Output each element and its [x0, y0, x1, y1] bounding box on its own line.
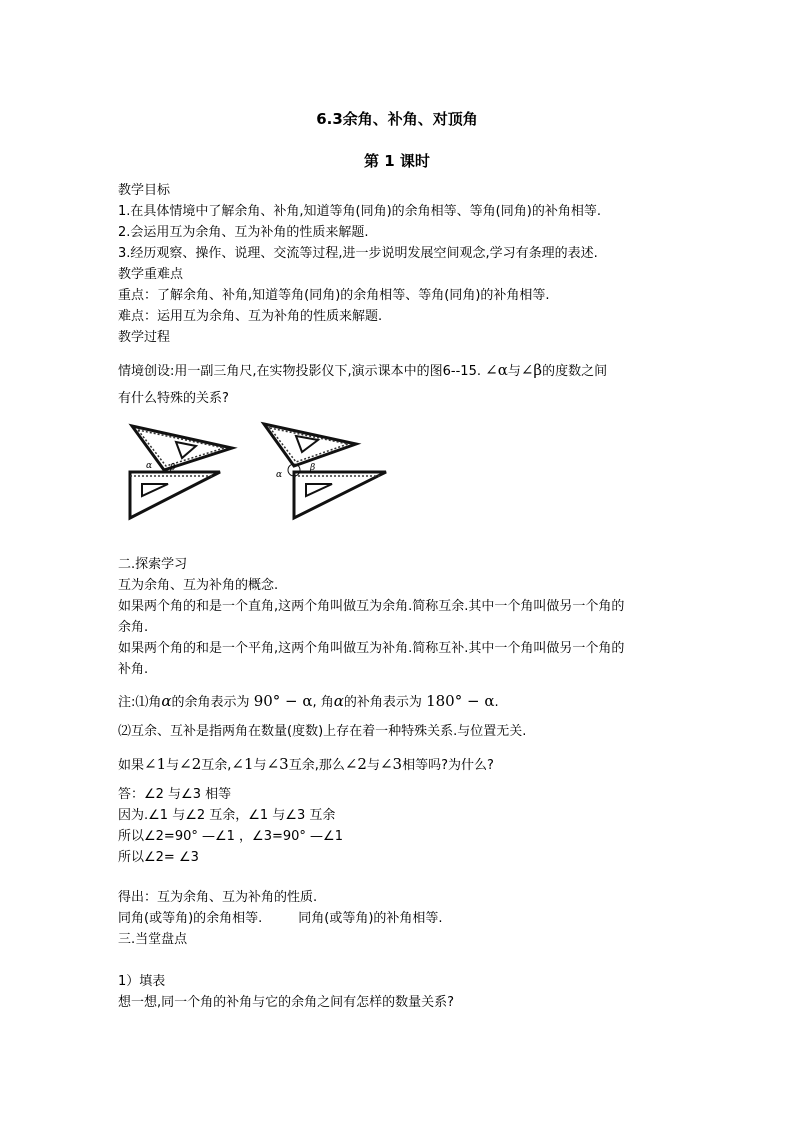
complement-definition-1: 如果两个角的和是一个直角,这两个角叫做互为余角.简称互余.其中一个角叫做另一个角的 — [118, 599, 625, 614]
scenario-line — [118, 362, 607, 380]
note1-complement-expression: 90° − α — [253, 692, 313, 710]
scenario-line-2: 有什么特殊的关系? — [118, 391, 229, 406]
note-1 — [118, 693, 499, 711]
answer-line-2: 因为.∠1 与∠2 互余，∠1 与∠3 互余 — [118, 808, 336, 823]
question-a: 如果 — [118, 758, 145, 773]
lesson-title: 6.3余角、补角、对顶角 — [316, 110, 478, 128]
conclusion-line — [118, 910, 443, 927]
conclusion-supplement: 同角(或等角)的补角相等. — [298, 911, 443, 926]
note1-part-e: . — [494, 695, 499, 710]
left-triangle-pair — [130, 426, 232, 518]
answer-line-3: 所以∠2=90° —∠1 ，∠3=90° —∠1 — [118, 829, 343, 844]
supplement-definition-1: 如果两个角的和是一个平角,这两个角叫做互为补角.简称互补.其中一个角叫做另一个角的 — [118, 641, 625, 656]
process-heading: 教学过程 — [118, 330, 171, 345]
note1-part-a: 注:⑴角 — [118, 695, 162, 710]
difficulty-line: 难点：运用互为余角、互为补角的性质来解题. — [118, 309, 383, 324]
keypoint-line: 重点：了解余角、补角,知道等角(同角)的余角相等、等角(同角)的补角相等. — [118, 288, 550, 303]
question-b: 与 — [166, 758, 180, 773]
label-beta-right: β — [310, 463, 316, 473]
question-c: 互余, — [201, 758, 232, 773]
note1-supplement-expression: 180° − α — [426, 692, 495, 710]
supplement-definition-2: 补角. — [118, 662, 149, 677]
angle-beta: ∠β — [520, 361, 543, 379]
concept-heading: 互为余角、互为补角的概念. — [118, 578, 279, 593]
question-f: 与 — [366, 758, 380, 773]
keypoints-heading: 教学重难点 — [118, 267, 184, 282]
objective-2: 2.会运用互为余角、互为补角的性质来解题. — [118, 225, 369, 240]
right-triangle-pair — [264, 424, 386, 518]
think-question: 想一想,同一个角的补角与它的余角之间有怎样的数量关系? — [118, 995, 455, 1010]
scenario-prefix: 情境创设:用一副三角尺,在实物投影仪下,演示课本中的图6--15. — [118, 364, 481, 379]
complement-definition-2: 余角. — [118, 620, 149, 635]
note1-alpha-2: α — [333, 692, 344, 710]
question-g: 相等吗?为什么? — [402, 758, 494, 773]
scenario-suffix: 的度数之间 — [542, 364, 608, 379]
angle-alpha: ∠α — [485, 361, 508, 379]
objective-1: 1.在具体情境中了解余角、补角,知道等角(同角)的余角相等、等角(同角)的补角相等. — [118, 204, 601, 219]
question-d: 与 — [253, 758, 267, 773]
objectives-heading: 教学目标 — [118, 183, 171, 198]
conclusion-complement: 同角(或等角)的余角相等. — [118, 911, 263, 926]
question-angle-3b: ∠3 — [379, 755, 403, 773]
note1-part-b: 的余角表示为 — [171, 695, 250, 710]
note-2: ⑵互余、互补是指两角在数量(度数)上存在着一种特殊关系.与位置无关. — [118, 724, 527, 739]
section2-heading: 二.探索学习 — [118, 557, 188, 572]
question-e: 互余,那么 — [288, 758, 345, 773]
question-angle-1: ∠1 — [144, 755, 167, 773]
label-beta-left: β — [170, 463, 176, 473]
label-alpha-right: α — [276, 470, 283, 480]
question-angle-3: ∠3 — [266, 755, 289, 773]
scenario-with: 与 — [507, 364, 521, 379]
lesson-subtitle: 第 1 课时 — [364, 152, 430, 170]
question-angle-1b: ∠1 — [231, 755, 254, 773]
fill-table-item: 1）填表 — [118, 974, 166, 989]
conclusion-heading: 得出：互为余角、互为补角的性质. — [118, 890, 318, 905]
answer-line-1: 答：∠2 与∠3 相等 — [118, 787, 232, 802]
triangle-rulers-figure — [124, 420, 394, 522]
section3-heading: 三.当堂盘点 — [118, 932, 188, 947]
objective-3: 3.经历观察、操作、说理、交流等过程,进一步说明发展空间观念,学习有条理的表述. — [118, 246, 598, 261]
note1-part-c: , 角 — [312, 695, 334, 710]
answer-line-4: 所以∠2= ∠3 — [118, 850, 199, 865]
note1-part-d: 的补角表示为 — [343, 695, 422, 710]
question-angle-2: ∠2 — [179, 755, 202, 773]
question-angle-2b: ∠2 — [344, 755, 367, 773]
label-alpha-left: α — [146, 461, 153, 471]
note1-alpha: α — [161, 692, 172, 710]
question-line — [118, 756, 494, 774]
